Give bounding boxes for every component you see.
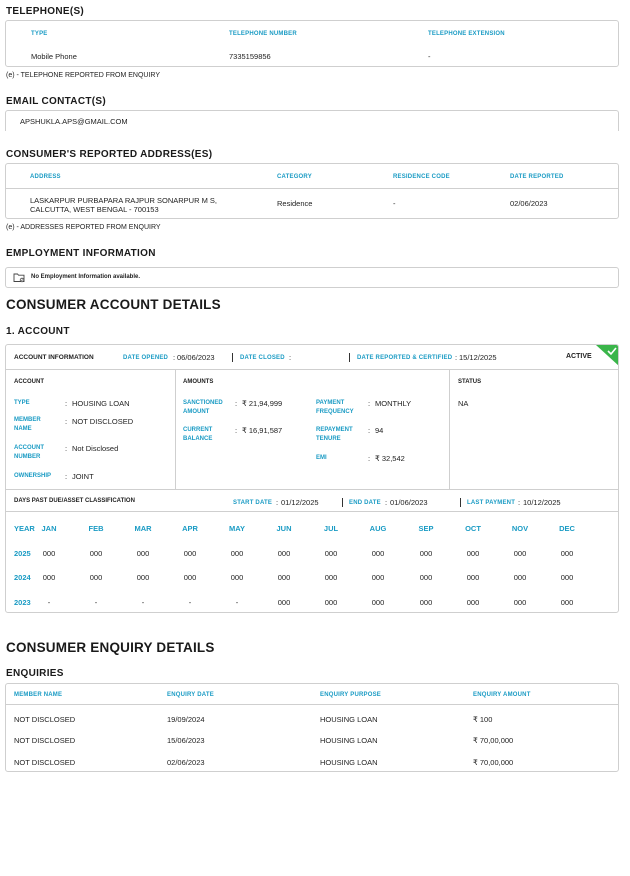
col-header: DATE REPORTED bbox=[510, 174, 564, 180]
account-details-title: CONSUMER ACCOUNT DETAILS bbox=[6, 297, 221, 312]
divider bbox=[6, 511, 618, 512]
month-header: JUL bbox=[323, 524, 339, 533]
email-value: APSHUKLA.APS@GMAIL.COM bbox=[20, 117, 128, 126]
month-header: OCT bbox=[465, 524, 481, 533]
dpd-cell: 000 bbox=[371, 549, 385, 558]
account-title: 1. ACCOUNT bbox=[6, 326, 70, 337]
date-opened-label: DATE OPENED bbox=[123, 355, 169, 361]
dpd-cell: 000 bbox=[230, 573, 244, 582]
address-note: (e) - ADDRESSES REPORTED FROM ENQUIRY bbox=[6, 224, 161, 231]
month-header: MAY bbox=[229, 524, 245, 533]
colon: : bbox=[368, 426, 371, 435]
dpd-cell: 000 bbox=[419, 549, 433, 558]
colon: : bbox=[289, 353, 292, 362]
col-header: ENQUIRY AMOUNT bbox=[473, 692, 531, 698]
sanctioned-value: ₹ 21,94,999 bbox=[242, 399, 283, 408]
col-header: TELEPHONE NUMBER bbox=[229, 31, 297, 37]
status-value: NA bbox=[458, 399, 469, 408]
dpd-cell: 000 bbox=[324, 573, 338, 582]
dpd-cell: 000 bbox=[183, 549, 197, 558]
colon: : bbox=[65, 444, 68, 453]
emi-label: EMI bbox=[316, 455, 327, 461]
month-header: JUN bbox=[276, 524, 292, 533]
table-cell: - bbox=[428, 52, 431, 61]
account-info-label: ACCOUNT INFORMATION bbox=[14, 354, 94, 361]
tenure-label: REPAYMENT TENURE bbox=[316, 427, 353, 442]
table-cell: HOUSING LOAN bbox=[320, 715, 378, 724]
dpd-cell: - bbox=[94, 598, 98, 607]
dpd-cell: 000 bbox=[560, 549, 574, 558]
dpd-cell: 000 bbox=[466, 573, 480, 582]
colon: : bbox=[65, 399, 68, 408]
address-category: Residence bbox=[277, 199, 313, 208]
amounts-title: AMOUNTS bbox=[183, 379, 214, 385]
table-cell: NOT DISCLOSED bbox=[14, 736, 76, 745]
status-badge: ACTIVE bbox=[566, 353, 592, 360]
table-cell: NOT DISCLOSED bbox=[14, 715, 76, 724]
last-payment-value: 10/12/2025 bbox=[523, 498, 561, 507]
divider bbox=[6, 369, 618, 370]
start-date-label: START DATE bbox=[233, 500, 273, 506]
year-cell: 2023 bbox=[14, 598, 31, 607]
year-cell: 2025 bbox=[14, 549, 31, 558]
dpd-cell: 000 bbox=[513, 598, 527, 607]
dpd-cell: 000 bbox=[466, 598, 480, 607]
col-header: ADDRESS bbox=[30, 174, 61, 180]
start-date-value: 01/12/2025 bbox=[281, 498, 319, 507]
colon: : bbox=[173, 353, 176, 362]
address-line-2: CALCUTTA, WEST BENGAL - 700153 bbox=[30, 205, 159, 214]
dpd-cell: - bbox=[188, 598, 192, 607]
last-payment-label: LAST PAYMENT bbox=[467, 500, 516, 506]
dpd-cell: 000 bbox=[136, 573, 150, 582]
date-opened-value: 06/06/2023 bbox=[177, 353, 215, 362]
member-label: MEMBER NAME bbox=[14, 417, 41, 432]
dpd-cell: 000 bbox=[419, 598, 433, 607]
year-cell: 2024 bbox=[14, 573, 31, 582]
table-cell: HOUSING LOAN bbox=[320, 736, 378, 745]
account-number-label: ACCOUNT NUMBER bbox=[14, 445, 44, 460]
account-block-title: ACCOUNT bbox=[14, 379, 44, 385]
dpd-cell: 000 bbox=[136, 549, 150, 558]
status-title: STATUS bbox=[458, 379, 482, 385]
dpd-cell: 000 bbox=[230, 549, 244, 558]
colon: : bbox=[518, 498, 521, 507]
ownership-label: OWNERSHIP bbox=[14, 473, 52, 479]
month-header: FEB bbox=[88, 524, 104, 533]
col-header: RESIDENCE CODE bbox=[393, 174, 450, 180]
colon: : bbox=[65, 417, 68, 426]
dpd-cell: 000 bbox=[419, 573, 433, 582]
divider bbox=[175, 370, 176, 489]
dpd-cell: 000 bbox=[277, 549, 291, 558]
table-cell: ₹ 70,00,000 bbox=[473, 758, 514, 767]
residence-code: - bbox=[393, 199, 396, 208]
frequency-label: PAYMENT FREQUENCY bbox=[316, 400, 354, 415]
emails-title: EMAIL CONTACT(S) bbox=[6, 96, 106, 107]
colon: : bbox=[368, 454, 371, 463]
tenure-value: 94 bbox=[375, 426, 384, 435]
divider bbox=[6, 489, 618, 490]
dpd-cell: 000 bbox=[277, 598, 291, 607]
enquiry-table bbox=[5, 683, 619, 772]
account-box bbox=[5, 344, 619, 613]
month-header: MAR bbox=[134, 524, 152, 533]
date-reported-value: 15/12/2025 bbox=[459, 353, 497, 362]
dpd-cell: 000 bbox=[89, 549, 103, 558]
separator bbox=[460, 498, 461, 507]
frequency-value: MONTHLY bbox=[375, 399, 412, 408]
email-box bbox=[5, 110, 619, 131]
dpd-cell: 000 bbox=[513, 549, 527, 558]
type-value: HOUSING LOAN bbox=[72, 399, 130, 408]
table-cell: Mobile Phone bbox=[31, 52, 77, 61]
dpd-cell: 000 bbox=[277, 573, 291, 582]
dpd-cell: 000 bbox=[560, 573, 574, 582]
col-header: TYPE bbox=[31, 31, 48, 37]
colon: : bbox=[235, 399, 238, 408]
dpd-cell: 000 bbox=[466, 549, 480, 558]
month-header: DEC bbox=[559, 524, 575, 533]
current-balance-label: CURRENT BALANCE bbox=[183, 427, 213, 442]
employment-message: No Employment Information available. bbox=[31, 274, 141, 280]
month-header: APR bbox=[182, 524, 198, 533]
table-cell: ₹ 70,00,000 bbox=[473, 736, 514, 745]
dpd-cell: 000 bbox=[371, 573, 385, 582]
col-header: MEMBER NAME bbox=[14, 692, 63, 698]
dpd-cell: - bbox=[235, 598, 239, 607]
enquiry-title: CONSUMER ENQUIRY DETAILS bbox=[6, 640, 215, 655]
table-cell: 7335159856 bbox=[229, 52, 271, 61]
colon: : bbox=[235, 426, 238, 435]
addresses-table bbox=[5, 163, 619, 219]
check-icon bbox=[596, 345, 619, 369]
current-balance-value: ₹ 16,91,587 bbox=[242, 426, 283, 435]
account-number-value: Not Disclosed bbox=[72, 444, 119, 453]
colon: : bbox=[276, 498, 279, 507]
end-date-value: 01/06/2023 bbox=[390, 498, 428, 507]
dpd-cell: - bbox=[47, 598, 51, 607]
folder-icon bbox=[13, 272, 25, 285]
type-label: TYPE bbox=[14, 400, 30, 406]
separator bbox=[342, 498, 343, 507]
date-reported-label: DATE REPORTED & CERTIFIED bbox=[357, 355, 453, 361]
dpd-cell: 000 bbox=[183, 573, 197, 582]
emi-value: ₹ 32,542 bbox=[375, 454, 405, 463]
table-cell: 02/06/2023 bbox=[167, 758, 205, 767]
col-header: CATEGORY bbox=[277, 174, 312, 180]
ownership-value: JOINT bbox=[72, 472, 94, 481]
table-cell: 15/06/2023 bbox=[167, 736, 205, 745]
col-header: ENQUIRY PURPOSE bbox=[320, 692, 382, 698]
colon: : bbox=[385, 498, 388, 507]
date-closed-label: DATE CLOSED bbox=[240, 355, 285, 361]
dpd-cell: 000 bbox=[324, 549, 338, 558]
divider bbox=[6, 704, 618, 705]
month-header: SEP bbox=[418, 524, 434, 533]
sanctioned-label: SANCTIONED AMOUNT bbox=[183, 400, 223, 415]
month-header: JAN bbox=[41, 524, 57, 533]
member-value: NOT DISCLOSED bbox=[72, 417, 134, 426]
dpd-cell: - bbox=[141, 598, 145, 607]
telephone-note: (e) - TELEPHONE REPORTED FROM ENQUIRY bbox=[6, 72, 161, 79]
dpd-cell: 000 bbox=[42, 549, 56, 558]
col-header: ENQUIRY DATE bbox=[167, 692, 214, 698]
enquiries-subtitle: ENQUIRIES bbox=[6, 668, 64, 679]
telephones-table bbox=[5, 20, 619, 67]
year-header: YEAR bbox=[14, 524, 35, 533]
divider bbox=[449, 370, 450, 489]
colon: : bbox=[455, 353, 458, 362]
addresses-title: CONSUMER'S REPORTED ADDRESS(ES) bbox=[6, 149, 213, 160]
separator bbox=[232, 353, 233, 362]
col-header: TELEPHONE EXTENSION bbox=[428, 31, 505, 37]
dpd-cell: 000 bbox=[89, 573, 103, 582]
table-cell: 19/09/2024 bbox=[167, 715, 205, 724]
table-cell: HOUSING LOAN bbox=[320, 758, 378, 767]
table-cell: NOT DISCLOSED bbox=[14, 758, 76, 767]
telephones-title: TELEPHONE(S) bbox=[6, 6, 85, 17]
divider bbox=[6, 188, 618, 189]
end-date-label: END DATE bbox=[349, 500, 381, 506]
separator bbox=[349, 353, 350, 362]
month-header: AUG bbox=[369, 524, 387, 533]
address-line-1: LASKARPUR PURBAPARA RAJPUR SONARPUR M S, bbox=[30, 196, 217, 205]
colon: : bbox=[65, 472, 68, 481]
dpd-cell: 000 bbox=[560, 598, 574, 607]
month-header: NOV bbox=[511, 524, 529, 533]
date-reported: 02/06/2023 bbox=[510, 199, 548, 208]
dpd-cell: 000 bbox=[371, 598, 385, 607]
colon: : bbox=[368, 399, 371, 408]
dpd-cell: 000 bbox=[513, 573, 527, 582]
employment-title: EMPLOYMENT INFORMATION bbox=[6, 248, 156, 259]
dpd-cell: 000 bbox=[324, 598, 338, 607]
dpd-title: DAYS PAST DUE/ASSET CLASSIFICATION bbox=[14, 498, 135, 504]
dpd-cell: 000 bbox=[42, 573, 56, 582]
table-cell: ₹ 100 bbox=[473, 715, 493, 724]
employment-box bbox=[5, 267, 619, 288]
